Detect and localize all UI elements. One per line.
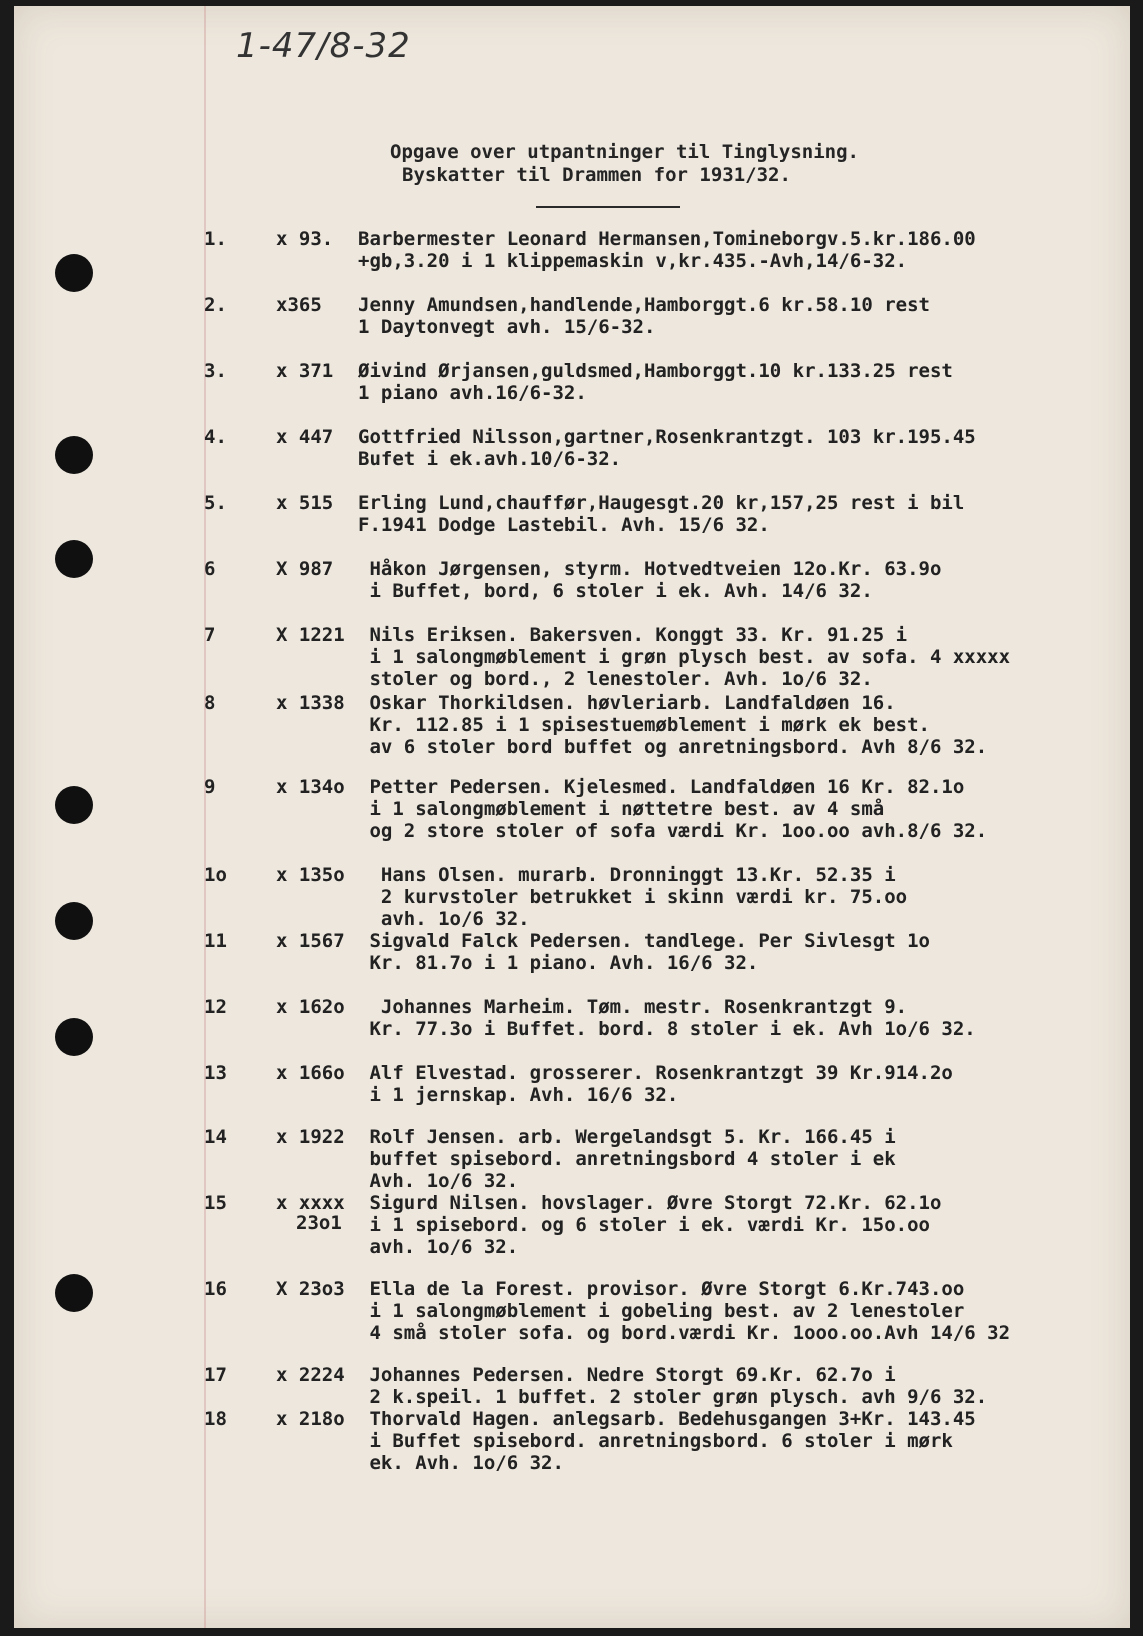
entry-line: Jenny Amundsen,handlende,Hamborggt.6 kr.58.10 rest <box>358 294 930 316</box>
entry-description <box>358 776 987 842</box>
entry-line: Kr. 81.7o i 1 piano. Avh. 16/6 32. <box>358 952 759 974</box>
entry-line: Johannes Marheim. Tøm. mestr. Rosenkrantzgt 9. <box>358 996 908 1018</box>
entry-lot-number: x 371 <box>276 360 334 382</box>
entry-line: Thorvald Hagen. anlegsarb. Bedehusgangen 3+Kr. 143.45 <box>358 1408 976 1430</box>
page-heading <box>390 141 859 187</box>
entry-line: Øivind Ørjansen,guldsmed,Hamborggt.10 kr.133.25 rest <box>358 360 953 382</box>
entry-lot-number: x 1567 <box>276 930 345 952</box>
entry-lot-number: x365 <box>276 294 322 316</box>
entry-description <box>358 1408 976 1474</box>
punch-hole-icon <box>55 1274 93 1312</box>
entry-line: ek. Avh. 1o/6 32. <box>358 1452 564 1474</box>
entry-line: Ella de la Forest. provisor. Øvre Storgt 6.Kr.743.oo <box>358 1278 965 1300</box>
entry-line: i Buffet spisebord. anretningsbord. 6 stoler i mørk <box>358 1430 953 1452</box>
entry-description <box>358 492 964 536</box>
heading-underline <box>536 206 680 208</box>
entry-description <box>358 1062 953 1106</box>
entry-lot-number-alt: 23o1 <box>296 1212 342 1234</box>
entry-line: Bufet i ek.avh.10/6-32. <box>358 448 622 470</box>
entry-line: i 1 jernskap. Avh. 16/6 32. <box>358 1084 679 1106</box>
entry-description <box>358 930 930 974</box>
entry-line: 4 små stoler sofa. og bord.værdi Kr. 1ooo.oo.Avh 14/6 32 <box>358 1322 1011 1344</box>
handwritten-note: 1-47/8-32 <box>236 26 411 66</box>
entry-number: 6 <box>204 558 216 580</box>
entry-line: Petter Pedersen. Kjelesmed. Landfaldøen 16 Kr. 82.1o <box>358 776 965 798</box>
entry-lot-number: x 1922 <box>276 1126 345 1148</box>
entry-description <box>358 864 907 930</box>
entry-number: 7 <box>204 624 216 646</box>
punch-hole-icon <box>55 1018 93 1056</box>
entry-line: i 1 spisebord. og 6 stoler i ek. værdi Kr. 15o.oo <box>358 1214 930 1236</box>
entry-number: 12 <box>204 996 227 1018</box>
entry-number: 16 <box>204 1278 227 1300</box>
entry-lot-number: X 987 <box>276 558 334 580</box>
entry-line: Oskar Thorkildsen. høvleriarb. Landfaldøen 16. <box>358 692 896 714</box>
entry-lot-number: X 1221 <box>276 624 345 646</box>
entry-lot-number: x 218o <box>276 1408 345 1430</box>
entry-description <box>358 692 987 758</box>
entry-line: i 1 salongmøblement i gobeling best. av 2 lenestoler <box>358 1300 965 1322</box>
entry-line: Avh. 1o/6 32. <box>358 1170 519 1192</box>
entry-line: avh. 1o/6 32. <box>358 1236 519 1258</box>
punch-hole-icon <box>55 786 93 824</box>
entry-lot-number: x 162o <box>276 996 345 1018</box>
entry-lot-number: X 23o3 <box>276 1278 345 1300</box>
entry-line: Hans Olsen. murarb. Dronninggt 13.Kr. 52.35 i <box>358 864 896 886</box>
entry-line: Barbermester Leonard Hermansen,Tomineborgv.5.kr.186.00 <box>358 228 976 250</box>
entry-line: Sigvald Falck Pedersen. tandlege. Per Sivlesgt 1o <box>358 930 930 952</box>
entry-description <box>358 1278 1010 1344</box>
punch-hole-icon <box>55 540 93 578</box>
entry-line: Kr. 112.85 i 1 spisestuemøblement i mørk ek best. <box>358 714 930 736</box>
entry-number: 2. <box>204 294 227 316</box>
entry-line: Håkon Jørgensen, styrm. Hotvedtveien 12o.Kr. 63.9o <box>358 558 942 580</box>
entry-number: 8 <box>204 692 216 714</box>
entry-line: i 1 salongmøblement i nøttetre best. av 4 små <box>358 798 885 820</box>
heading-line-2: Byskatter til Drammen for 1931/32. <box>402 164 791 186</box>
entry-line: F.1941 Dodge Lastebil. Avh. 15/6 32. <box>358 514 770 536</box>
entry-lot-number: x 2224 <box>276 1364 345 1386</box>
punch-hole-icon <box>55 902 93 940</box>
entry-line: Johannes Pedersen. Nedre Storgt 69.Kr. 62.7o i <box>358 1364 896 1386</box>
heading-line-1: Opgave over utpantninger til Tinglysning. <box>390 141 859 163</box>
entry-description <box>358 1126 896 1192</box>
punch-hole-icon <box>55 254 93 292</box>
entry-line: Rolf Jensen. arb. Wergelandsgt 5. Kr. 166.45 i <box>358 1126 896 1148</box>
entry-lot-number: x 1338 <box>276 692 345 714</box>
entry-description <box>358 558 941 602</box>
entry-line: Nils Eriksen. Bakersven. Konggt 33. Kr. 91.25 i <box>358 624 908 646</box>
entry-line: avh. 1o/6 32. <box>358 908 530 930</box>
entry-number: 1o <box>204 864 227 886</box>
entry-description <box>358 1192 941 1258</box>
entry-number: 3. <box>204 360 227 382</box>
entry-line: i Buffet, bord, 6 stoler i ek. Avh. 14/6 32. <box>358 580 873 602</box>
entry-line: Kr. 77.3o i Buffet. bord. 8 stoler i ek. Avh 1o/6 32. <box>358 1018 976 1040</box>
entry-number: 9 <box>204 776 216 798</box>
entry-description <box>358 624 1010 690</box>
entry-line: +gb,3.20 i 1 klippemaskin v,kr.435.-Avh,14/6-32. <box>358 250 908 272</box>
entry-description <box>358 996 976 1040</box>
entry-lot-number: x 135o <box>276 864 345 886</box>
entry-description <box>358 360 953 404</box>
entry-description <box>358 1364 987 1408</box>
entry-line: Sigurd Nilsen. hovslager. Øvre Storgt 72.Kr. 62.1o <box>358 1192 942 1214</box>
entry-lot-number: x 134o <box>276 776 345 798</box>
entry-line: buffet spisebord. anretningsbord 4 stoler i ek <box>358 1148 896 1170</box>
entry-line: i 1 salongmøblement i grøn plysch best. av sofa. 4 xxxxx <box>358 646 1011 668</box>
entry-line: 2 kurvstoler betrukket i skinn værdi kr. 75.oo <box>358 886 908 908</box>
entry-number: 13 <box>204 1062 227 1084</box>
entry-line: 1 Daytonvegt avh. 15/6-32. <box>358 316 656 338</box>
entry-number: 5. <box>204 492 227 514</box>
entry-description <box>358 294 930 338</box>
entry-line: stoler og bord., 2 lenestoler. Avh. 1o/6 32. <box>358 668 873 690</box>
entry-line: Erling Lund,chauffør,Haugesgt.20 kr,157,25 rest i bil <box>358 492 965 514</box>
entry-lot-number: x 515 <box>276 492 334 514</box>
entry-line: 1 piano avh.16/6-32. <box>358 382 587 404</box>
entry-description <box>358 426 976 470</box>
entry-line: av 6 stoler bord buffet og anretningsbord. Avh 8/6 32. <box>358 736 988 758</box>
entry-line: og 2 store stoler of sofa værdi Kr. 1oo.oo avh.8/6 32. <box>358 820 988 842</box>
entry-lot-number: x 447 <box>276 426 334 448</box>
entry-lot-number: x 93. <box>276 228 334 250</box>
entry-number: 17 <box>204 1364 227 1386</box>
entry-line: Gottfried Nilsson,gartner,Rosenkrantzgt. 103 kr.195.45 <box>358 426 976 448</box>
entry-number: 4. <box>204 426 227 448</box>
punch-hole-icon <box>55 436 93 474</box>
entry-number: 15 <box>204 1192 227 1214</box>
entry-line: 2 k.speil. 1 buffet. 2 stoler grøn plysch. avh 9/6 32. <box>358 1386 988 1408</box>
entry-lot-number: x xxxx <box>276 1192 345 1214</box>
entry-line: Alf Elvestad. grosserer. Rosenkrantzgt 39 Kr.914.2o <box>358 1062 953 1084</box>
entry-lot-number: x 166o <box>276 1062 345 1084</box>
entry-number: 11 <box>204 930 227 952</box>
entry-number: 18 <box>204 1408 227 1430</box>
entry-number: 14 <box>204 1126 227 1148</box>
entry-number: 1. <box>204 228 227 250</box>
entry-description <box>358 228 976 272</box>
document-page <box>14 6 1130 1628</box>
